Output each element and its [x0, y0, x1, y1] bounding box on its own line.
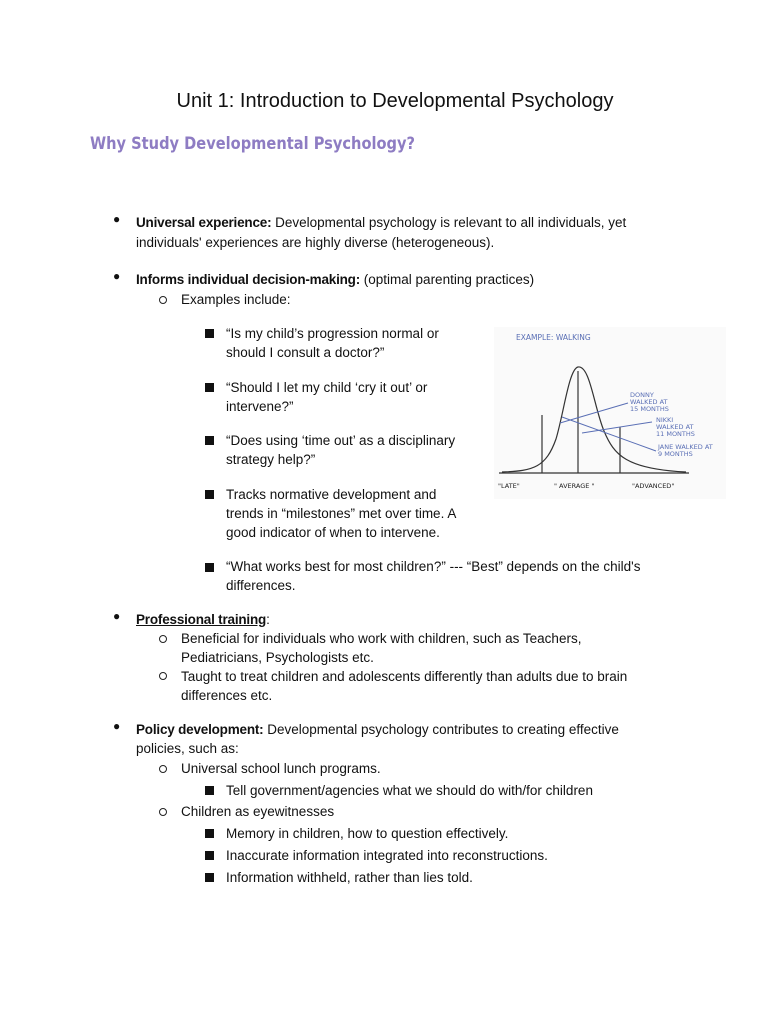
- professional-training-line: [136, 610, 270, 629]
- bullet-square: [205, 563, 214, 572]
- example-item: “Does using ‘time out’ as a disciplinary: [226, 433, 456, 448]
- example-item: Tracks normative development and: [226, 487, 437, 502]
- bullet-dot: ●: [113, 609, 121, 623]
- policy-development-text: Developmental psychology contributes to creating effective: [263, 722, 619, 737]
- examples-include: Examples include:: [181, 292, 291, 307]
- policy-subitem: Inaccurate information integrated into reconstructions.: [226, 848, 548, 863]
- bullet-square: [205, 829, 214, 838]
- bullet-square: [205, 329, 214, 338]
- policy-subitem: Memory in children, how to question effectively.: [226, 826, 509, 841]
- figure-label: " AVERAGE ": [554, 482, 595, 490]
- universal-experience-text-2: individuals' experiences are highly diverse (heterogeneous).: [136, 235, 495, 250]
- figure-note: DONNY: [630, 391, 654, 399]
- decision-making-line: [136, 270, 534, 289]
- section-heading: Why Study Developmental Psychology?: [90, 134, 416, 154]
- figure-note: JANE WALKED AT: [658, 443, 713, 451]
- bullet-circle: [159, 808, 167, 816]
- bullet-square: [205, 786, 214, 795]
- decision-making-text: (optimal parenting practices): [360, 272, 535, 287]
- figure-note: 11 MONTHS: [656, 430, 695, 438]
- example-item: intervene?”: [226, 399, 294, 414]
- example-item: strategy help?”: [226, 452, 316, 467]
- bullet-dot: ●: [113, 719, 121, 733]
- universal-experience-label: Universal experience:: [136, 215, 272, 230]
- bullet-circle: [159, 296, 167, 304]
- figure-label: "ADVANCED": [632, 482, 675, 490]
- bullet-dot: ●: [113, 212, 121, 226]
- bullet-circle: [159, 765, 167, 773]
- figure-note: WALKED AT: [656, 423, 694, 431]
- example-item: trends in “milestones” met over time. A: [226, 506, 457, 521]
- example-item: good indicator of when to intervene.: [226, 525, 440, 540]
- bullet-square: [205, 851, 214, 860]
- bullet-circle: [159, 635, 167, 643]
- bullet-square: [205, 436, 214, 445]
- professional-item: differences etc.: [181, 688, 273, 703]
- professional-item: Beneficial for individuals who work with children, such as Teachers,: [181, 631, 582, 646]
- figure-heading: EXAMPLE: WALKING: [516, 333, 591, 342]
- bell-curve-sketch: [494, 327, 726, 499]
- bullet-square: [205, 490, 214, 499]
- professional-item: Taught to treat children and adolescents differently than adults due to brain: [181, 669, 628, 684]
- policy-item: Children as eyewitnesses: [181, 804, 335, 819]
- example-item: “Is my child’s progression normal or: [226, 326, 439, 341]
- example-item: “Should I let my child ‘cry it out’ or: [226, 380, 428, 395]
- policy-development-label: Policy development:: [136, 722, 264, 737]
- figure-note: 15 MONTHS: [630, 405, 669, 413]
- example-item: differences.: [226, 578, 296, 593]
- page-title: Unit 1: Introduction to Developmental Psychology: [176, 90, 614, 112]
- policy-item: Universal school lunch programs.: [181, 761, 381, 776]
- policy-subitem: Tell government/agencies what we should do with/for children: [226, 783, 593, 798]
- bullet-square: [205, 873, 214, 882]
- example-item: should I consult a doctor?”: [226, 345, 385, 360]
- professional-training-colon: :: [266, 612, 270, 627]
- figure-note: WALKED AT: [630, 398, 668, 406]
- decision-making-label: Informs individual decision-making:: [136, 272, 361, 287]
- figure-note: NIKKI: [656, 416, 674, 424]
- bullet-square: [205, 383, 214, 392]
- figure-note: 9 MONTHS: [658, 450, 693, 458]
- professional-item: Pediatricians, Psychologists etc.: [181, 650, 374, 665]
- bullet-circle: [159, 672, 167, 680]
- figure-label: "LATE": [498, 482, 520, 490]
- policy-development-line: [136, 720, 619, 739]
- universal-experience-text: Developmental psychology is relevant to all individuals, yet: [271, 215, 627, 230]
- professional-training-label: Professional training: [136, 612, 267, 627]
- policy-subitem: Information withheld, rather than lies told.: [226, 870, 473, 885]
- example-item: “What works best for most children?” --- “Best” depends on the child's: [226, 559, 641, 574]
- policy-development-text-2: policies, such as:: [136, 741, 239, 756]
- bullet-dot: ●: [113, 269, 121, 283]
- universal-experience-line: [136, 213, 626, 232]
